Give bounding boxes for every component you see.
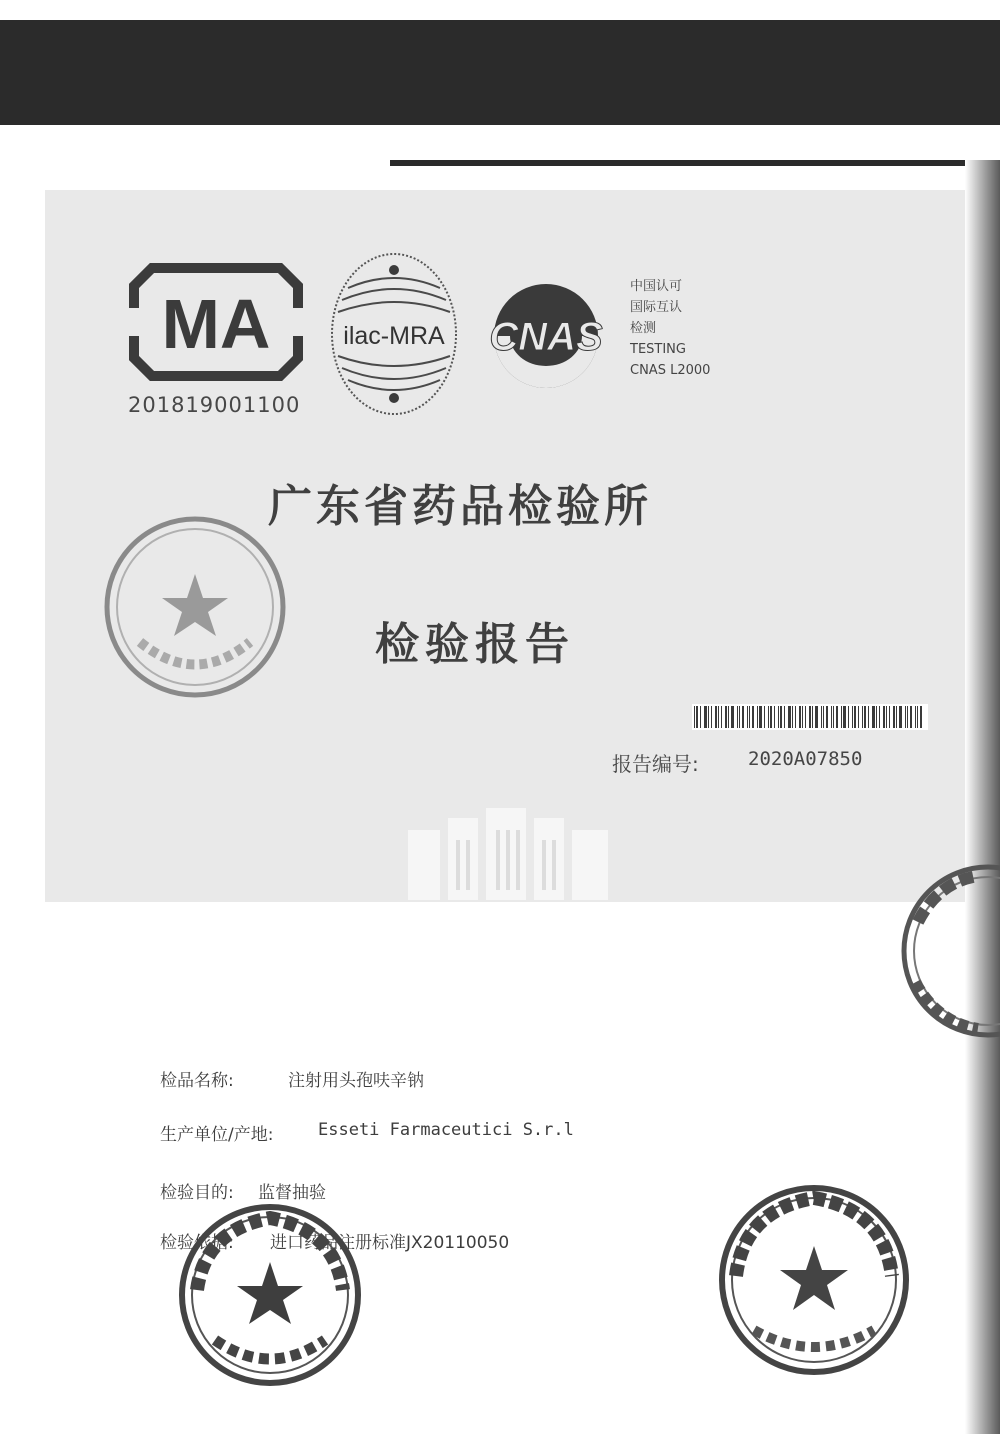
manufacturer-label: 生产单位/产地: xyxy=(160,1125,274,1145)
barcode-bar xyxy=(704,706,707,728)
cnas-caption-line: 中国认可 xyxy=(630,279,683,294)
barcode-bar xyxy=(868,706,869,728)
cnas-caption-line: 检测 xyxy=(630,321,657,336)
barcode-bar xyxy=(876,706,877,728)
barcode-bar xyxy=(831,706,832,728)
barcode xyxy=(692,704,928,730)
barcode-bar xyxy=(815,706,818,728)
barcode-bar xyxy=(768,706,769,728)
barcode-bar xyxy=(737,706,738,728)
barcode-bar xyxy=(812,706,813,728)
barcode-bar xyxy=(721,706,722,728)
barcode-bar xyxy=(728,706,729,728)
cnas-caption-line: 国际互认 xyxy=(630,300,683,315)
barcode-bar xyxy=(836,706,838,728)
cnas-mark-text: CNAS xyxy=(489,315,603,359)
barcode-bar xyxy=(792,706,793,728)
inspection-purpose-value: 监督抽验 xyxy=(258,1183,326,1203)
barcode-bar xyxy=(747,706,748,728)
barcode-bar xyxy=(848,706,849,728)
stamp-lower-left xyxy=(175,1200,365,1390)
barcode-bar xyxy=(823,706,824,728)
barcode-bar xyxy=(843,706,846,728)
barcode-bar xyxy=(862,706,863,728)
cma-mark-text: MA xyxy=(161,285,271,363)
barcode-bar xyxy=(778,706,779,728)
barcode-bar xyxy=(883,706,885,728)
report-number-value: 2020A07850 xyxy=(748,748,863,770)
barcode-bar xyxy=(879,706,880,728)
scan-top-margin xyxy=(0,0,1000,20)
barcode-bar xyxy=(910,706,912,728)
ilac-mark-text: ilac-MRA xyxy=(343,322,445,350)
barcode-bar xyxy=(742,706,744,728)
barcode-bar xyxy=(905,706,906,728)
scan-right-shadow xyxy=(965,160,1000,1434)
barcode-bar xyxy=(759,706,762,728)
barcode-bar xyxy=(889,706,890,728)
barcode-bar xyxy=(920,706,922,728)
barcode-bar xyxy=(774,706,775,728)
sample-name-label: 检品名称: xyxy=(160,1071,234,1091)
stamp-lower-right xyxy=(714,1180,914,1380)
barcode-bar xyxy=(802,706,803,728)
barcode-bar xyxy=(739,706,740,728)
barcode-bar xyxy=(858,706,859,728)
barcode-bar xyxy=(700,706,701,728)
cnas-caption-line: TESTING xyxy=(630,342,686,357)
barcode-bar xyxy=(893,706,895,728)
ilac-mra-logo xyxy=(328,248,460,420)
barcode-bar xyxy=(805,706,806,728)
barcode-bar xyxy=(694,706,695,728)
institute-title: 广东省药品检验所 xyxy=(268,481,652,532)
barcode-bar xyxy=(770,706,772,728)
barcode-bar xyxy=(826,706,828,728)
cnas-caption xyxy=(630,276,710,381)
barcode-bar xyxy=(711,706,712,728)
barcode-bar xyxy=(784,706,785,728)
sample-name-value: 注射用头孢呋辛钠 xyxy=(288,1071,424,1091)
barcode-bar xyxy=(764,706,765,728)
barcode-bar xyxy=(749,706,750,728)
stamp-upper-left xyxy=(100,512,290,702)
inspection-purpose-label: 检验目的: xyxy=(160,1183,234,1203)
barcode-bar xyxy=(899,706,902,728)
barcode-bar xyxy=(852,706,853,728)
stamp-right-edge xyxy=(888,862,1000,1040)
manufacturer-value: Esseti Farmaceutici S.r.l xyxy=(318,1120,574,1140)
barcode-bar xyxy=(708,706,709,728)
barcode-bar xyxy=(696,706,698,728)
barcode-bar xyxy=(886,706,887,728)
barcode-bar xyxy=(757,706,758,728)
barcode-bar xyxy=(718,706,719,728)
barcode-bar xyxy=(915,706,916,728)
barcode-bar xyxy=(821,706,822,728)
barcode-bar xyxy=(795,706,796,728)
report-number-label: 报告编号: xyxy=(612,752,699,776)
inspection-basis-value: 进口药品注册标准JX20110050 xyxy=(270,1233,510,1253)
cma-logo xyxy=(128,262,304,382)
cma-certificate-number: 201819001100 xyxy=(128,393,301,417)
barcode-bar xyxy=(917,706,918,728)
cnas-logo xyxy=(478,276,614,396)
barcode-bar xyxy=(809,706,811,728)
barcode-bar xyxy=(872,706,875,728)
inspection-basis-label: 检验依据: xyxy=(160,1233,234,1253)
barcode-bar xyxy=(752,706,754,728)
barcode-bar xyxy=(854,706,856,728)
barcode-bar xyxy=(841,706,842,728)
barcode-bar xyxy=(780,706,782,728)
report-title: 检验报告 xyxy=(375,619,575,670)
cnas-caption-line: CNAS L2000 xyxy=(630,363,711,378)
barcode-bar xyxy=(907,706,908,728)
barcode-bar xyxy=(896,706,897,728)
barcode-bar xyxy=(864,706,866,728)
barcode-bar xyxy=(833,706,834,728)
barcode-bar xyxy=(715,706,717,728)
barcode-bar xyxy=(788,706,791,728)
barcode-bar xyxy=(799,706,801,728)
barcode-bar xyxy=(731,706,734,728)
barcode-bar xyxy=(725,706,727,728)
scan-edge-line xyxy=(390,160,1000,166)
building-watermark xyxy=(408,800,608,900)
